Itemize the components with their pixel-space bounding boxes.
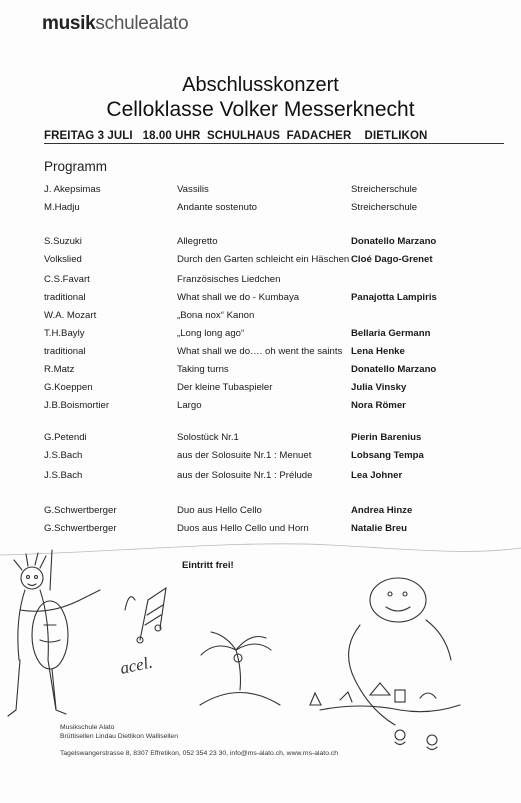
composer-cell: R.Matz [44,364,75,375]
piece-cell: Allegretto [177,236,218,247]
piece-cell: „Long long ago“ [177,328,245,339]
concert-title: Abschlusskonzert [182,74,339,96]
title-rule [44,143,504,144]
performer-cell: Cloé Dago-Grenet [351,254,433,265]
performer-cell: Panajotta Lampiris [351,292,437,303]
admission-note: Eintritt frei! [182,560,234,571]
performer-cell: Donatello Marzano [351,236,437,247]
composer-cell: G.Schwertberger [44,505,117,516]
logo-light-part: schulealato [95,13,189,34]
program-row [0,346,521,362]
piece-cell: aus der Solosuite Nr.1 : Menuet [177,450,312,461]
piece-cell: Solostück Nr.1 [177,432,239,443]
date-location-line: FREITAG 3 JULI 18.00 UHR SCHULHAUS FADACHER DIETLIKON [44,130,428,142]
composer-cell: J.B.Boismortier [44,400,110,411]
program-row [0,328,521,344]
piece-cell: What shall we do…. oh went the saints [177,346,343,357]
performer-cell: Streicherschule [351,202,418,213]
piece-cell: Andante sostenuto [177,202,258,213]
program-heading: Programm [44,159,108,174]
piece-cell: Vassilis [177,184,209,195]
composer-cell: G.Petendi [44,432,87,443]
class-title: Celloklasse Volker Messerknecht [106,98,415,121]
performer-cell: Lena Henke [351,346,405,357]
composer-cell: J.S.Bach [44,450,83,461]
piece-cell: Der kleine Tubaspieler [177,382,273,393]
performer-cell: Pierin Barenius [351,432,422,443]
composer-cell: traditional [44,292,86,303]
program-row [0,310,521,326]
program-row [0,400,521,416]
program-row [0,292,521,308]
program-row [0,254,521,270]
composer-cell: G.Schwertberger [44,523,117,534]
beach-scene-sketch [310,683,460,750]
music-notes-sketch [125,588,166,643]
program-row [0,274,521,290]
program-row [0,470,521,486]
composer-cell: J. Akepsimas [44,184,101,195]
performer-cell: Bellaria Germann [351,328,431,339]
composer-cell: J.S.Bach [44,470,83,481]
composer-cell: W.A. Mozart [44,310,97,321]
child-drawing [0,530,521,803]
cellist-sketch [8,550,100,716]
piece-cell: Französisches Liedchen [177,274,281,285]
program-row [0,382,521,398]
composer-cell: S.Suzuki [44,236,82,247]
footer-locations: Brüttisellen Lindau Dietlikon Wallisellen [60,733,178,740]
composer-cell: T.H.Bayly [44,328,85,339]
piece-cell: „Bona nox“ Kanon [177,310,255,321]
performer-cell: Streicherschule [351,184,418,195]
program-row [0,450,521,466]
performer-cell: Andrea Hinze [351,505,413,516]
piece-cell: Largo [177,400,202,411]
composer-cell: G.Koeppen [44,382,93,393]
piece-cell: What shall we do - Kumbaya [177,292,300,303]
logo-bold-part: musik [42,13,96,34]
piece-cell: Duos aus Hello Cello und Horn [177,523,309,534]
program-row [0,364,521,380]
performer-cell: Natalie Breu [351,523,407,534]
performer-cell: Julia Vinsky [351,382,407,393]
piece-cell: Duo aus Hello Cello [177,505,262,516]
program-row [0,505,521,521]
program-row [0,184,521,200]
piece-cell: Taking turns [177,364,229,375]
composer-cell: C.S.Favart [44,274,90,285]
musikschule-logo [42,13,188,35]
footer-school-name: Musikschule Alato [60,724,115,731]
piece-cell: aus der Solosuite Nr.1 : Prélude [177,470,313,481]
composer-cell: Volkslied [44,254,82,265]
doodle-handwriting: acel. [118,652,155,678]
piece-cell: Durch den Garten schleicht ein Häschen [177,254,350,265]
performer-cell: Donatello Marzano [351,364,437,375]
program-row [0,432,521,448]
sun-face-sketch [349,578,451,725]
program-row [0,236,521,252]
performer-cell: Lea Johner [351,470,403,481]
composer-cell: traditional [44,346,86,357]
program-row [0,202,521,218]
palm-island-sketch [200,632,280,705]
footer-contact: Tagelswangerstrasse 8, 8307 Effretikon, 052 354 23 30, info@ms-alato.ch, www.ms-alato.ch [60,750,339,757]
performer-cell: Lobsang Tempa [351,450,424,461]
composer-cell: M.Hadju [44,202,80,213]
performer-cell: Nora Römer [351,400,406,411]
